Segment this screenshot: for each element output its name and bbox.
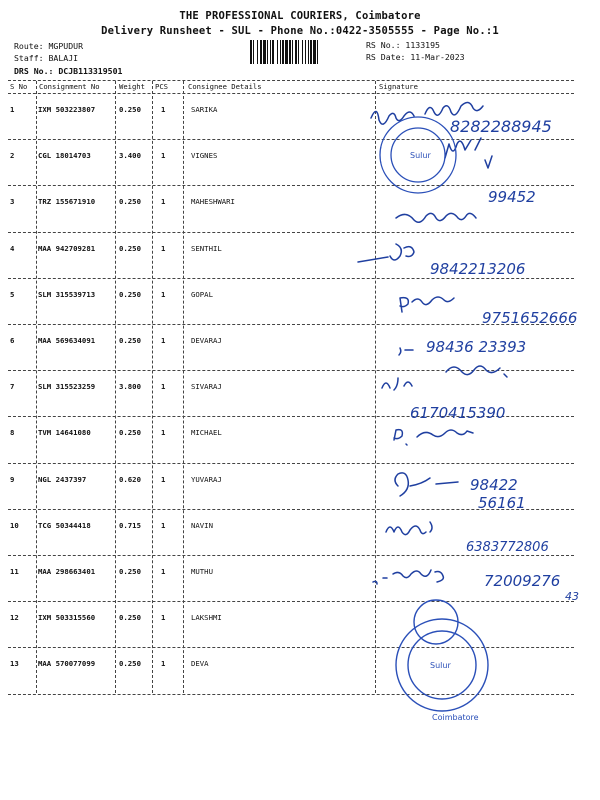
row-consignment: MAA 298663401 — [38, 567, 96, 576]
row-pcs: 1 — [161, 428, 166, 438]
row-consignee: MICHAEL — [191, 428, 222, 438]
row-consignee: DEVARAJ — [191, 336, 222, 345]
header-top-rule — [8, 80, 574, 81]
handwritten-phone: 9751652666 — [482, 309, 578, 327]
header-bottom-rule — [8, 93, 574, 94]
signature-scribble — [399, 348, 413, 355]
row-weight: 3.400 — [119, 151, 141, 161]
row-weight: 0.250 — [119, 428, 141, 438]
row-weight: 0.250 — [119, 659, 141, 669]
row-pcs: 1 — [161, 659, 166, 669]
row-weight: 0.250 — [119, 567, 141, 576]
signature-scribble — [425, 102, 483, 115]
row-sno: 12 — [10, 613, 19, 623]
row-consignee: YUVARAJ — [191, 474, 222, 484]
route-label: Route: MGPUDUR — [14, 41, 84, 51]
row-consignment: MAA 942709281 — [38, 243, 96, 253]
row-sno: 2 — [10, 151, 15, 161]
row-divider — [8, 232, 574, 233]
company-title: THE PROFESSIONAL COURIERS, Coimbatore — [179, 10, 421, 22]
row-consignment: NGL 2437397 — [38, 474, 87, 484]
col-sno: S No — [10, 82, 28, 91]
row-weight: 0.250 — [119, 243, 141, 253]
row-consignment: TRZ 155671910 — [38, 197, 96, 207]
row-consignment: TCG 50344418 — [38, 520, 91, 530]
signature-scribble — [394, 430, 473, 445]
row-weight: 0.250 — [119, 613, 141, 623]
row-sno: 10 — [10, 520, 19, 530]
handwritten-phone: 6383772806 — [466, 540, 549, 555]
row-weight: 0.250 — [119, 289, 141, 299]
stamp-text: Coimbatore — [432, 713, 479, 722]
row-pcs: 1 — [161, 243, 166, 253]
handwritten-phone: 56161 — [478, 494, 526, 512]
col-pcs: PCS — [155, 82, 168, 91]
row-divider — [8, 324, 574, 325]
row-pcs: 1 — [161, 105, 166, 114]
row-pcs: 1 — [161, 336, 166, 345]
row-pcs: 1 — [161, 289, 166, 299]
signature-scribble — [446, 366, 507, 377]
row-divider — [8, 555, 574, 556]
row-weight: 3.800 — [119, 382, 141, 392]
signature-scribble — [358, 244, 414, 262]
col-consignment: Consignment No — [39, 82, 100, 91]
row-divider — [8, 509, 574, 510]
drs-number: DRS No.: DCJB113319501 — [14, 66, 123, 76]
row-consignee: VIGNES — [191, 151, 218, 161]
row-divider — [8, 601, 574, 602]
handwritten-phone: 98422 — [470, 476, 518, 494]
row-sno: 6 — [10, 336, 15, 345]
row-pcs: 1 — [161, 474, 166, 484]
row-consignee: DEVA — [191, 659, 209, 669]
row-consignment: CGL 18014703 — [38, 151, 91, 161]
signature-scribble — [485, 156, 492, 168]
row-weight: 0.250 — [119, 336, 141, 345]
handwritten-phone: 99452 — [488, 188, 536, 206]
row-divider — [8, 370, 574, 371]
handwritten-phone: 72009276 — [484, 572, 561, 590]
handwritten-phone: 8282288945 — [450, 117, 552, 136]
stamp-text: Sulur — [430, 661, 451, 670]
row-sno: 3 — [10, 197, 15, 207]
signature-scribble — [445, 138, 481, 158]
row-consignment: SLM 315523259 — [38, 382, 96, 392]
row-consignee: GOPAL — [191, 289, 213, 299]
row-consignee: SENTHIL — [191, 243, 222, 253]
row-consignment: IXM 503223807 — [38, 105, 96, 114]
handwritten-phone: 43 — [565, 590, 579, 603]
row-sno: 13 — [10, 659, 19, 669]
signature-scribble — [386, 522, 432, 535]
row-consignment: TVM 14641080 — [38, 428, 91, 438]
row-weight: 0.250 — [119, 197, 141, 207]
row-sno: 7 — [10, 382, 15, 392]
row-divider — [8, 647, 574, 648]
row-divider — [8, 416, 574, 417]
col-weight: Weight — [119, 82, 145, 91]
row-consignment: SLM 315539713 — [38, 289, 96, 299]
rs-number: RS No.: 1133195 — [366, 40, 440, 50]
col-signature: Signature — [379, 82, 418, 91]
handwritten-phone: 9842213206 — [430, 260, 526, 278]
handwritten-phone: 6170415390 — [410, 404, 506, 422]
row-consignee: MUTHU — [191, 567, 213, 576]
signature-scribble — [400, 297, 454, 312]
row-consignment: MAA 570077099 — [38, 659, 96, 669]
row-consignee: MAHESHWARI — [191, 197, 235, 207]
signature-scribble — [382, 378, 412, 390]
row-consignee: SARIKA — [191, 105, 218, 114]
barcode-icon — [250, 40, 360, 64]
row-sno: 9 — [10, 474, 15, 484]
row-sno: 4 — [10, 243, 15, 253]
row-consignment: IXM 503315560 — [38, 613, 96, 623]
staff-label: Staff: BALAJI — [14, 53, 79, 63]
row-consignee: SIVARAJ — [191, 382, 222, 392]
row-pcs: 1 — [161, 567, 166, 576]
row-sno: 5 — [10, 289, 15, 299]
row-pcs: 1 — [161, 613, 166, 623]
row-pcs: 1 — [161, 151, 166, 161]
row-weight: 0.250 — [119, 105, 141, 114]
row-consignee: NAVIN — [191, 520, 213, 530]
row-divider — [8, 278, 574, 279]
stamp-text: Sulur — [410, 151, 431, 160]
row-weight: 0.620 — [119, 474, 141, 484]
signature-scribble — [396, 213, 476, 222]
row-weight: 0.715 — [119, 520, 141, 530]
row-divider — [8, 185, 574, 186]
row-consignee: LAKSHMI — [191, 613, 222, 623]
signature-scribble — [371, 111, 414, 124]
row-pcs: 1 — [161, 520, 166, 530]
row-pcs: 1 — [161, 197, 166, 207]
row-divider — [8, 463, 574, 464]
runsheet-title: Delivery Runsheet - SUL - Phone No.:0422-3505555 - Page No.:1 — [101, 25, 499, 37]
row-divider — [8, 694, 574, 695]
row-sno: 8 — [10, 428, 15, 438]
col-consignee: Consignee Details — [188, 82, 262, 91]
row-sno: 11 — [10, 567, 19, 576]
row-divider — [8, 139, 574, 140]
handwritten-phone: 98436 23393 — [426, 338, 527, 356]
signature-scribble — [395, 473, 458, 496]
row-consignment: MAA 569634091 — [38, 336, 96, 345]
company-stamp-icon — [380, 117, 456, 193]
signature-scribble — [373, 570, 443, 584]
rs-date: RS Date: 11-Mar-2023 — [366, 52, 465, 62]
row-pcs: 1 — [161, 382, 166, 392]
row-sno: 1 — [10, 105, 15, 114]
